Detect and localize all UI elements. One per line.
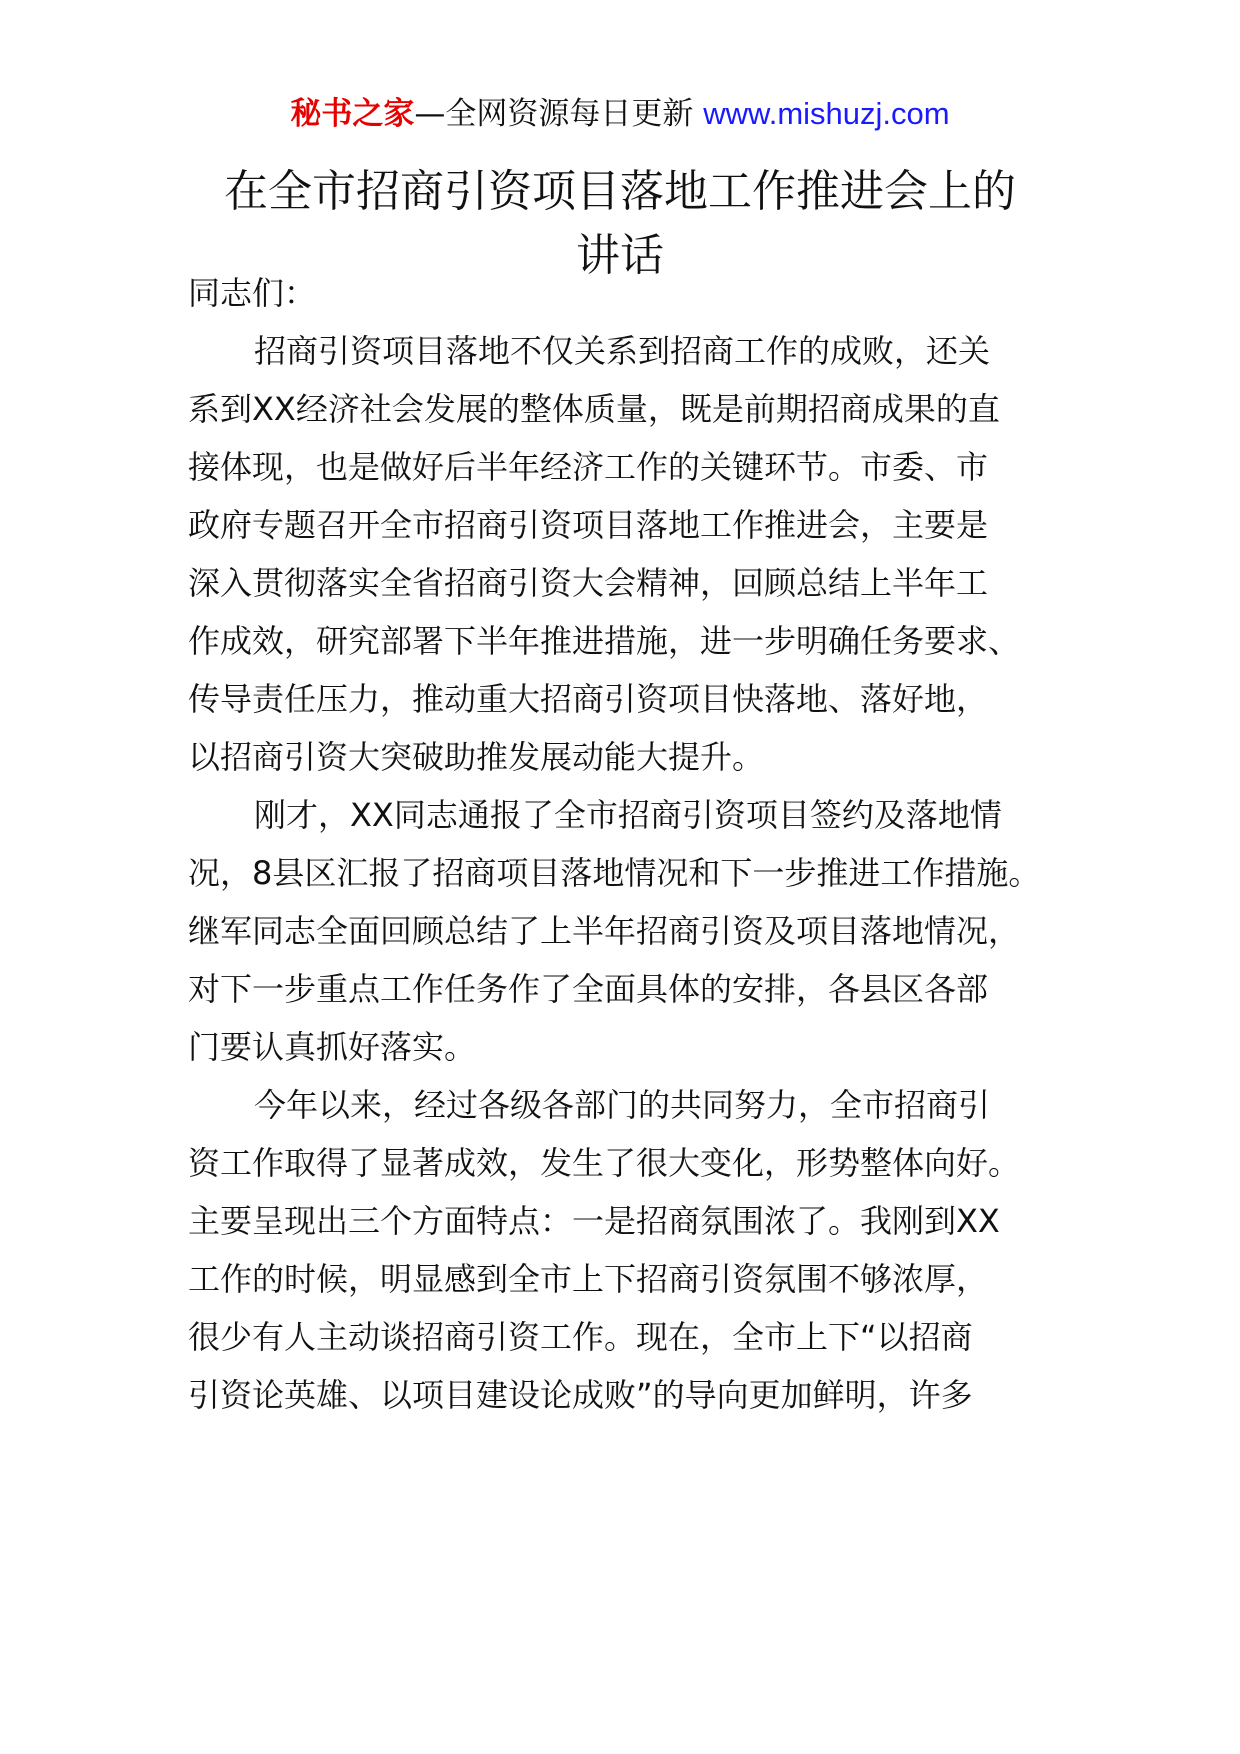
paragraph-line: 况，8县区汇报了招商项目落地情况和下一步推进工作措施。 — [188, 854, 1041, 892]
paragraph-line: 资工作取得了显著成效，发生了很大变化，形势整体向好。 — [188, 1144, 1021, 1182]
paragraph-line: 门要认真抓好落实。 — [188, 1028, 477, 1066]
paragraph-line: 引资论英雄、以项目建设论成败”的导向更加鲜明，许多 — [188, 1376, 973, 1414]
paragraph-line: 深入贯彻落实全省招商引资大会精神，回顾总结上半年工 — [188, 564, 989, 602]
paragraph-line: 招商引资项目落地不仅关系到招商工作的成败，还关 — [254, 332, 991, 370]
paragraph-line: 今年以来，经过各级各部门的共同努力，全市招商引 — [254, 1086, 991, 1124]
salutation: 同志们： — [188, 274, 317, 312]
brand-name: 秘书之家 — [290, 96, 415, 132]
header-tagline: —全网资源每日更新 — [414, 96, 704, 132]
paragraph-line: 传导责任压力，推动重大招商引资项目快落地、落好地， — [188, 680, 989, 718]
paragraph-line: 作成效，研究部署下半年推进措施，进一步明确任务要求、 — [188, 622, 1021, 660]
paragraph-line: 政府专题召开全市招商引资项目落地工作推进会，主要是 — [188, 506, 989, 544]
paragraph-line: 对下一步重点工作任务作了全面具体的安排，各县区各部 — [188, 970, 989, 1008]
site-header — [0, 94, 1240, 134]
paragraph-line: 很少有人主动谈招商引资工作。现在，全市上下“以招商 — [188, 1318, 973, 1356]
paragraph-line: 主要呈现出三个方面特点：一是招商氛围浓了。我刚到XX — [188, 1202, 1000, 1240]
title-line: 在全市招商引资项目落地工作推进会上的 — [224, 166, 1016, 217]
paragraph-line: 系到XX经济社会发展的整体质量，既是前期招商成果的直 — [188, 390, 1000, 428]
paragraph-line: 接体现，也是做好后半年经济工作的关键环节。市委、市 — [188, 448, 989, 486]
title-line: 讲话 — [576, 230, 664, 281]
paragraph-line: 工作的时候，明显感到全市上下招商引资氛围不够浓厚， — [188, 1260, 989, 1298]
document-body — [188, 264, 1088, 1424]
paragraph-line: 继军同志全面回顾总结了上半年招商引资及项目落地情况， — [188, 912, 1021, 950]
paragraph-line: 以招商引资大突破助推发展动能大提升。 — [188, 738, 765, 776]
paragraph-line: 刚才，XX同志通报了全市招商引资项目签约及落地情 — [254, 796, 1002, 834]
site-url-link[interactable]: www.mishuzj.com — [703, 96, 950, 131]
